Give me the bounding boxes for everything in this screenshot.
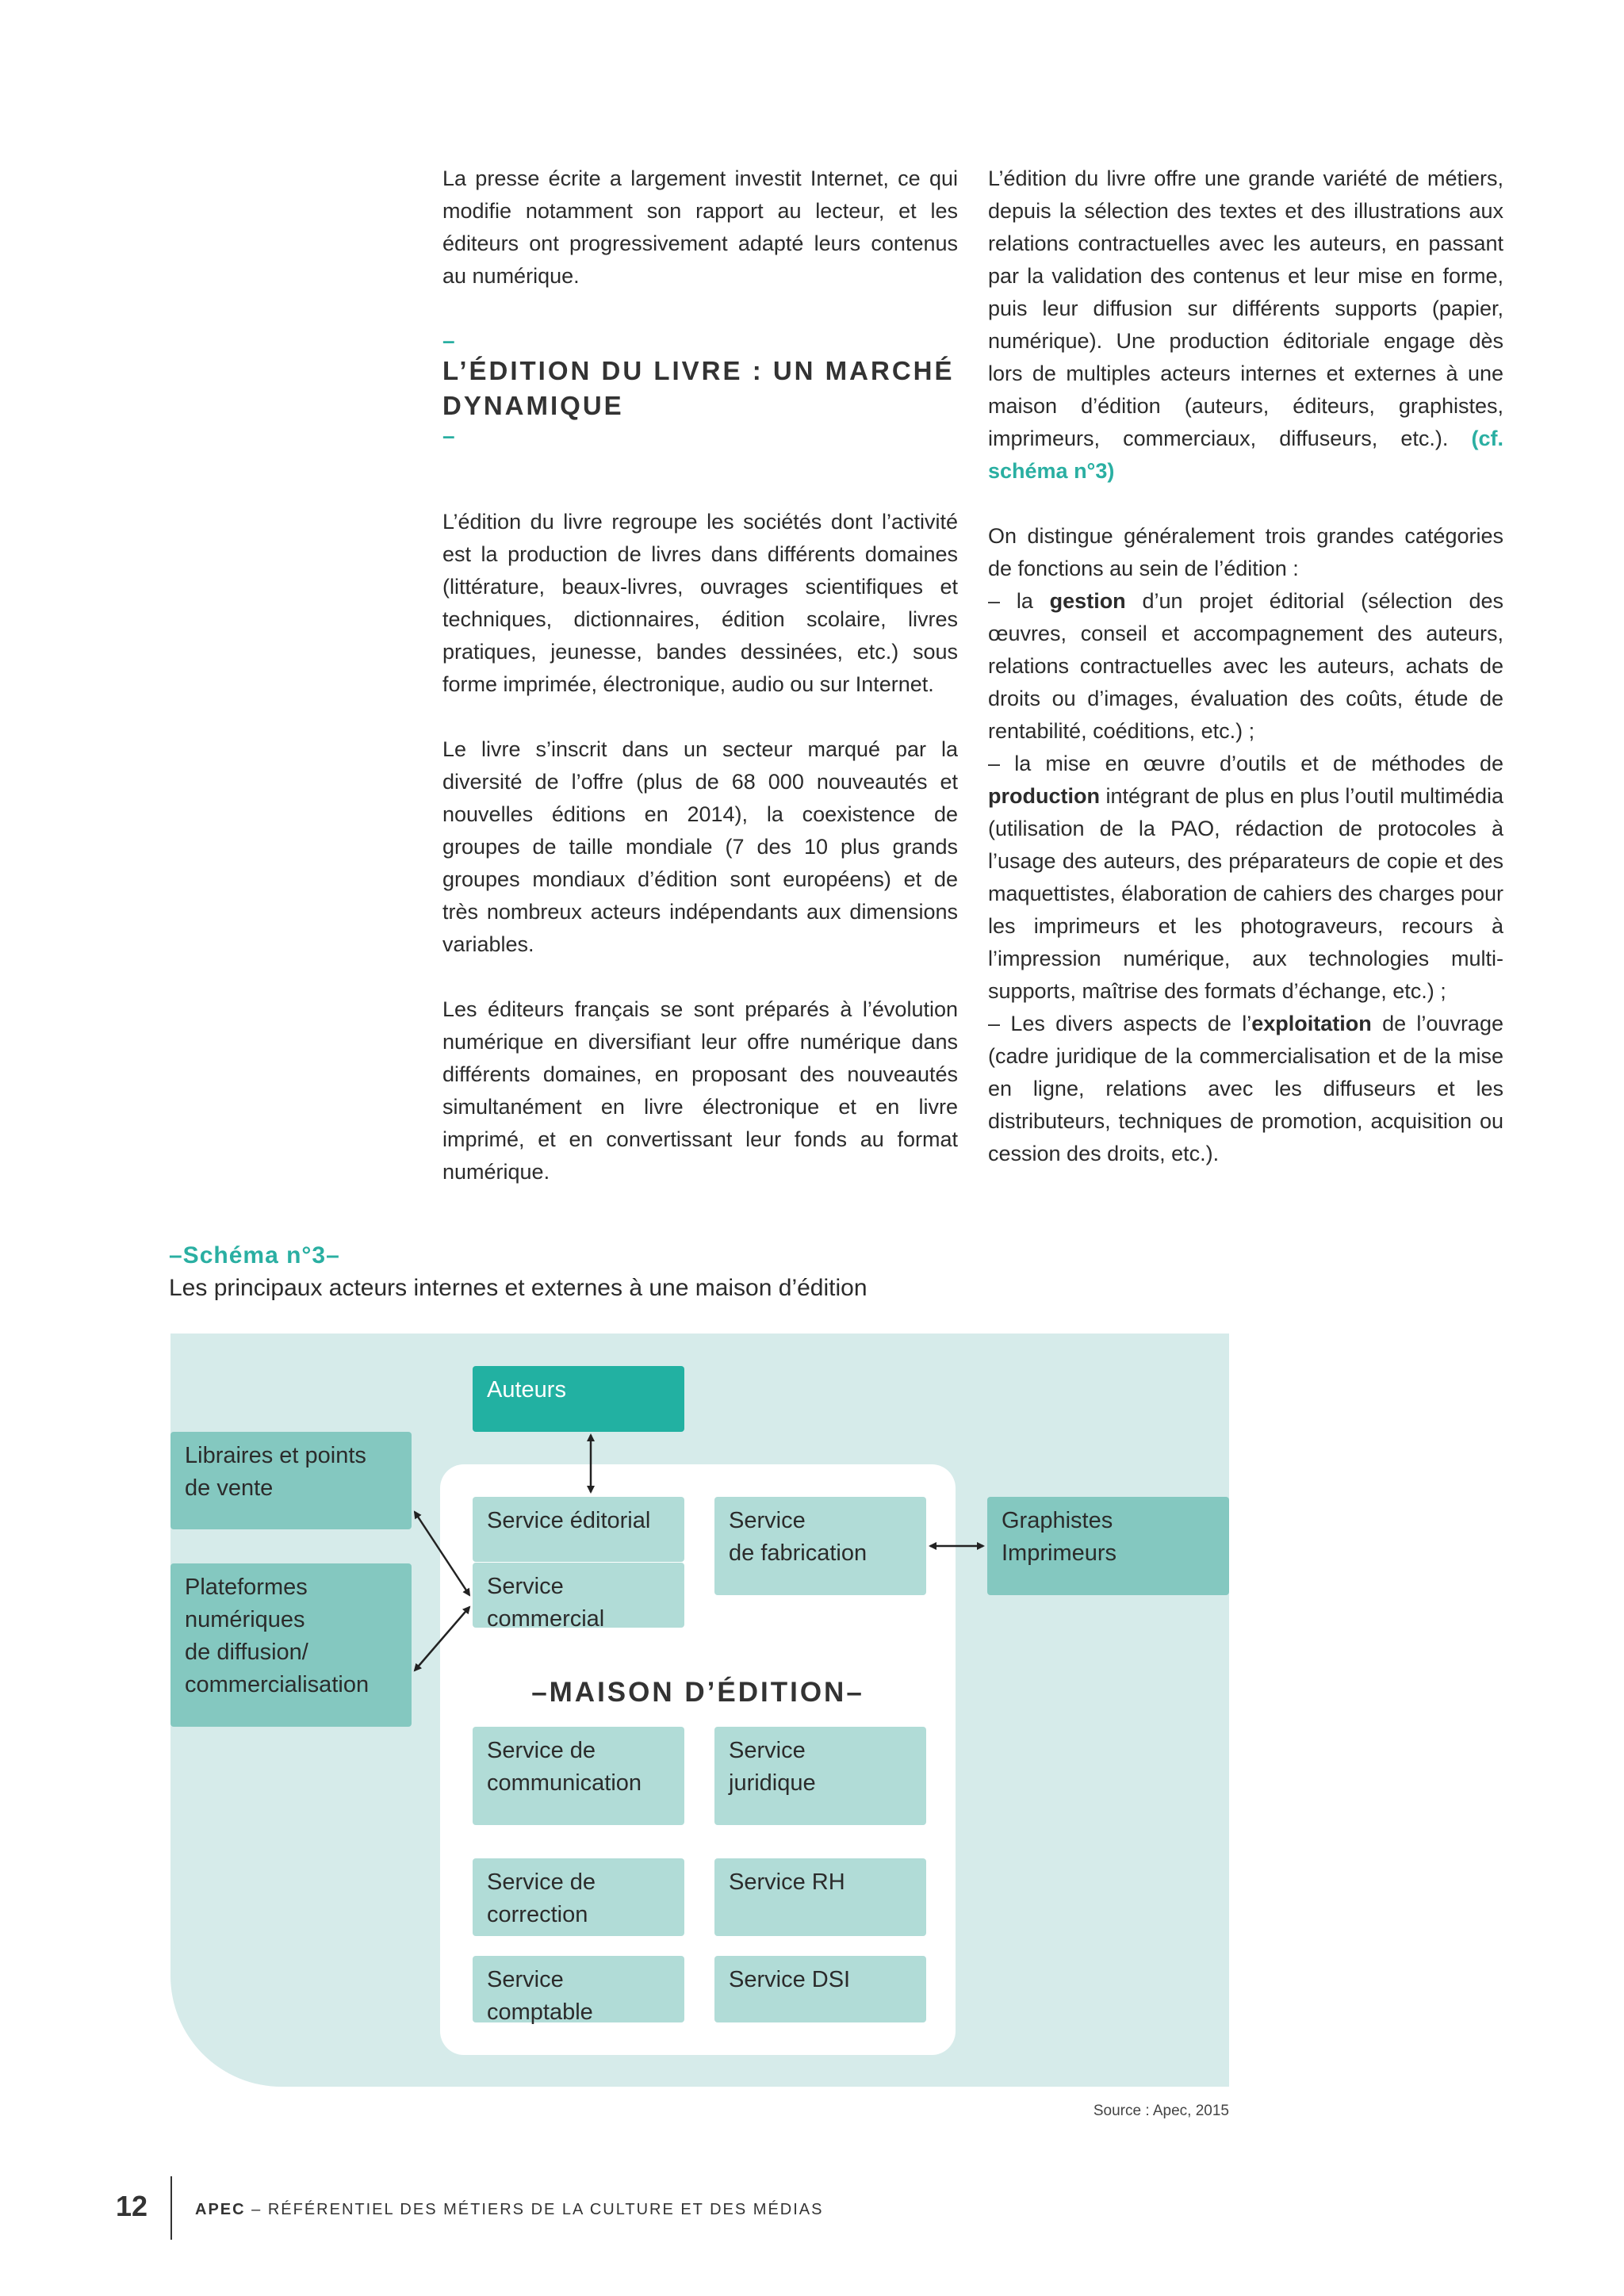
paragraph-numerique: Les éditeurs français se sont préparés à l’évolution numérique en diversifiant leur offre numérique dans différents domaines, en proposant des nouveautés simultanément en livre électronique et en livre imprimé, et en convertissant leur fonds au format numérique. [442,997,958,1184]
right-column [988,163,1503,1170]
item-exploitation-keyword: exploitation [1251,1012,1372,1035]
paragraph-metiers-text: L’édition du livre offre une grande variété de métiers, depuis la sélection des textes et des illustrations aux relations contractuelles avec les auteurs, en passant par la validation des contenus et leur mise en forme, puis leur diffusion sur différents supports (papier, numérique). Une production éditoriale engage dès lors de multiples acteurs internes et externes à une maison d’édition (auteurs, éditeurs, graphistes, imprimeurs, commerciaux, diffuseurs, etc.). [988,166,1503,450]
paragraph-metiers [988,163,1503,488]
intro-paragraph: La presse écrite a largement investit Internet, ce qui modifie notamment son rapport au lecteur, et les éditeurs ont progressivement adapté leurs contenus au numérique. [442,166,958,288]
box-juridique-line2: juridique [729,1770,816,1796]
item-exploitation-text: de l’ouvrage (cadre juridique de la commercialisation et de la mise en ligne, relations avec les diffuseurs et les distributeurs, techniques de promotion, acquisition ou cession des droits, etc.). [988,1012,1503,1165]
box-plateformes-line1: Plateformes [185,1575,308,1600]
source-note: Source : Apec, 2015 [1093,2103,1229,2119]
item-gestion-keyword: gestion [1049,589,1126,613]
box-plateformes-line3: de diffusion/ [185,1640,308,1665]
box-commercial-line1: Service [487,1574,564,1599]
categories-intro: On distingue généralement trois grandes catégories de fonctions au sein de l’édition : [988,524,1503,580]
box-comptable-label: Service comptable [487,1967,593,2025]
paragraph-secteur: Le livre s’inscrit dans un secteur marqué par la diversité de l’offre (plus de 68 000 nouveautés et nouvelles éditions en 2014), la coexistence de groupes de taille mondiale (7 des 10 plus grands groupes mondiaux d’édition sont européens) et de très nombreux acteurs indépendants aux dimensions variables. [442,737,958,956]
paragraph-categories [988,520,1503,1170]
item-production-keyword: production [988,784,1100,808]
diagram-arrows [170,1334,1229,2087]
item-production-prefix: – la mise en œuvre d’outils et de méthodes de [988,752,1503,775]
section-heading: L’ÉDITION DU LIVRE : UN MARCHÉ DYNAMIQUE [442,356,955,420]
box-commercial-line2: commercial [487,1606,605,1632]
box-plateformes-line2: numériques [185,1607,305,1632]
box-graphistes-line1: Graphistes [1002,1508,1113,1533]
box-dsi-label: Service DSI [729,1967,851,1992]
box-auteurs-label: Auteurs [487,1377,566,1402]
box-libraires-line2: de vente [185,1475,274,1501]
schema-label: –Schéma n°3– [169,1242,340,1269]
heading-dash-top: – [442,328,455,353]
heading-dash-bottom: – [442,423,455,448]
box-libraires-line1: Libraires et points [185,1443,366,1468]
schema-diagram [170,1334,1229,2087]
page-number: 12 [116,2190,148,2222]
footer-brand: APEC [195,2201,246,2218]
item-gestion-prefix: – la [988,589,1050,613]
box-correction-line1: Service de [487,1869,596,1895]
box-fabrication-line1: Service [729,1508,806,1533]
paragraph-edition-definition: L’édition du livre regroupe les sociétés dont l’activité est la production de livres dans différents domaines (littérature, beaux-livres, ouvrages scientifiques et techniques, dictionnaires, édition scolaire, livres pratiques, jeunesse, bandes dessinées, etc.) sous forme imprimée, électronique, audio ou sur Internet. [442,510,958,696]
schema-reference-link[interactable]: (cf. schéma n°3) [988,427,1503,483]
box-juridique-line1: Service [729,1738,806,1763]
box-correction-line2: correction [487,1902,588,1927]
box-communication-line1: Service de [487,1738,596,1763]
box-plateformes-line4: commercialisation [185,1672,370,1697]
footer-divider [170,2176,172,2240]
maison-edition-title: –MAISON D’ÉDITION– [531,1677,864,1708]
item-production-text: intégrant de plus en plus l’outil multimédia (utilisation de la PAO, rédaction de protocoles à l’usage des auteurs, des préparateurs de copie et des maquettistes, élaboration de cahiers des charges pour les imprimeurs et les photograveurs, recours à l’impression numérique, aux technologies multi-supports, maîtrise des formats d’échange, etc.) ; [988,784,1503,1003]
arrow-plateformes-commercial [415,1607,469,1670]
box-editorial-label: Service éditorial [487,1508,651,1533]
box-communication-line2: communication [487,1770,642,1796]
item-exploitation-prefix: – Les divers aspects de l’ [988,1012,1252,1035]
arrow-libraires-commercial [415,1512,469,1595]
item-gestion-text: d’un projet éditorial (sélection des œuvres, conseil et accompagnement des auteurs, relations contractuelles avec les auteurs, achats de droits ou d’images, évaluation des coûts, étude de rentabilité, coéditions, etc.) ; [988,589,1503,743]
footer-title [195,2201,823,2219]
box-rh-label: Service RH [729,1869,845,1895]
left-column [442,163,958,1188]
box-fabrication-line2: de fabrication [729,1540,868,1566]
box-graphistes-line2: Imprimeurs [1002,1540,1117,1566]
footer-publication-title: – RÉFÉRENTIEL DES MÉTIERS DE LA CULTURE ET DES MÉDIAS [245,2201,824,2218]
schema-title: Les principaux acteurs internes et externes à une maison d’édition [169,1275,868,1301]
section-heading-block [442,328,958,449]
